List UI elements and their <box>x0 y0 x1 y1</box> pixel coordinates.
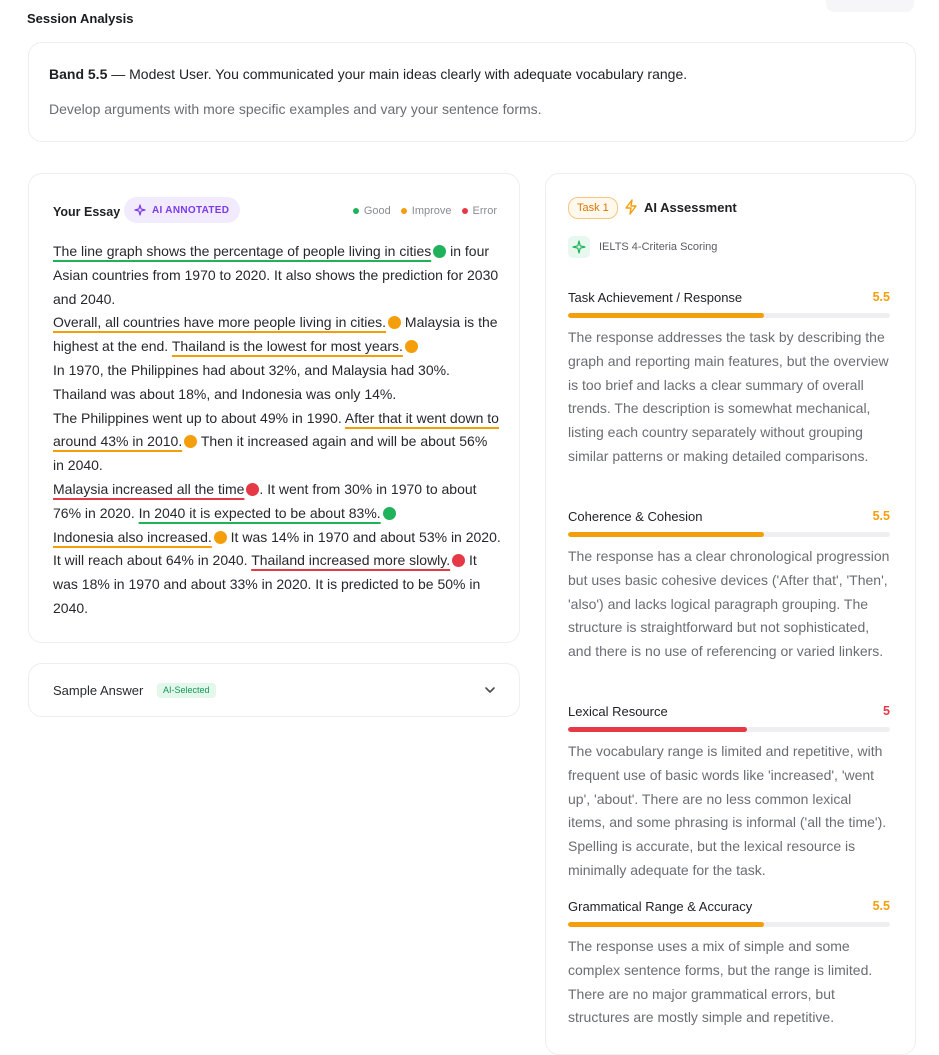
assessment-title: AI Assessment <box>644 200 737 215</box>
error-annotation[interactable]: Malaysia increased all the time <box>53 480 245 497</box>
criterion-progress-fill <box>568 532 764 537</box>
criterion-score: 5.5 <box>872 290 890 304</box>
scoring-label: IELTS 4-Criteria Scoring <box>599 241 718 253</box>
essay-text <box>53 240 501 621</box>
improve-marker-icon[interactable] <box>388 316 401 329</box>
criterion-progress-bar <box>568 727 890 732</box>
band-summary-card <box>28 42 916 142</box>
criterion-coherence-cohesion <box>568 509 890 664</box>
sample-answer-accordion[interactable] <box>28 663 520 717</box>
chevron-down-icon[interactable] <box>483 683 497 697</box>
error-dot-icon <box>462 208 468 214</box>
error-annotation[interactable]: Thailand increased more slowly. <box>251 552 451 569</box>
criterion-progress-fill <box>568 727 747 732</box>
criterion-name: Grammatical Range & Accuracy <box>568 899 753 914</box>
scoring-sparkle-icon <box>568 236 590 258</box>
annotation-legend <box>353 205 497 217</box>
legend-error <box>462 205 497 217</box>
band-description: — Modest User. You communicated your main ideas clearly with adequate vocabulary range. <box>107 66 688 82</box>
essay-title: Your Essay <box>53 205 121 219</box>
criterion-score: 5.5 <box>872 509 890 523</box>
legend-good <box>353 205 391 217</box>
essay-segment: in four Asian countries from 1970 to 2020. It also shows the prediction for 2030 and 2040. <box>53 243 499 307</box>
improve-annotation[interactable]: Thailand is the lowest for most years. <box>171 338 403 355</box>
legend-improve-label: Improve <box>411 205 452 217</box>
legend-good-label: Good <box>363 205 391 217</box>
improve-dot-icon <box>401 208 407 214</box>
improve-marker-icon[interactable] <box>184 435 197 448</box>
criterion-name: Task Achievement / Response <box>568 290 743 305</box>
page-title: Session Analysis <box>27 11 134 26</box>
essay-segment: It was 14% in 1970 and about 53% in 2020. It will reach about 64% in 2040. <box>53 528 501 569</box>
criterion-progress-bar <box>568 313 890 318</box>
good-marker-icon[interactable] <box>433 245 446 258</box>
improve-annotation[interactable]: After that it went down to around 43% in 2010. <box>53 409 499 450</box>
lightning-icon <box>624 199 638 215</box>
criterion-progress-bar <box>568 922 890 927</box>
legend-error-label: Error <box>472 205 497 217</box>
essay-card <box>28 173 520 643</box>
criterion-feedback: The response uses a mix of simple and some complex sentence forms, but the range is limited. There are no major grammatical errors, but structures are mostly simple and repetitive. <box>568 938 873 1026</box>
criterion-feedback: The vocabulary range is limited and repetitive, with frequent use of basic words like 'increased', 'went up', 'about'. There are no less common lexical items, and some phrasing is informal ('all the time'). Spelling is accurate, but the lexical resource is minimally adequate for the task. <box>568 743 887 878</box>
essay-segment: In 1970, the Philippines had about 32%, and Malaysia had 30%. Thailand was about 18%, and Indonesia was only 14%. <box>53 361 450 402</box>
improve-annotation[interactable]: Indonesia also increased. <box>53 528 212 545</box>
sample-answer-label: Sample Answer <box>53 683 144 698</box>
essay-segment: It was 18% in 1970 and about 33% in 2020. It is predicted to be 50% in 2040. <box>53 552 481 616</box>
improve-marker-icon[interactable] <box>405 340 418 353</box>
band-advice: Develop arguments with more specific examples and vary your sentence forms. <box>49 101 542 117</box>
criterion-feedback: The response has a clear chronological progression but uses basic cohesive devices ('After that', 'Then', 'also') and lacks logical paragraph grouping. The structure is straightforward but not sophisticated, and there is no use of referencing or varied linkers. <box>568 548 890 660</box>
criterion-task-achievement <box>568 290 890 469</box>
criterion-score: 5 <box>883 704 890 718</box>
essay-segment: Malaysia is the highest at the end. <box>53 314 498 355</box>
error-marker-icon[interactable] <box>246 483 259 496</box>
ai-annotated-badge <box>124 197 240 223</box>
criterion-grammatical-range <box>568 899 890 1030</box>
top-action-pill <box>826 0 914 12</box>
ai-selected-badge: AI-Selected <box>157 683 216 698</box>
task-badge: Task 1 <box>568 197 618 219</box>
essay-segment: Then it increased again and will be about 56% in 2040. <box>53 433 488 474</box>
criterion-progress-fill <box>568 922 764 927</box>
sparkle-icon <box>134 204 146 216</box>
ai-annotated-label: AI ANNOTATED <box>152 204 230 216</box>
error-marker-icon[interactable] <box>452 554 465 567</box>
essay-segment: The Philippines went up to about 49% in 1990. <box>53 409 345 426</box>
ai-assessment-card <box>545 173 916 1055</box>
criterion-name: Coherence & Cohesion <box>568 509 703 524</box>
essay-header <box>53 197 497 225</box>
criterion-progress-fill <box>568 313 764 318</box>
criterion-name: Lexical Resource <box>568 704 668 719</box>
good-dot-icon <box>353 208 359 214</box>
band-score: Band 5.5 <box>49 66 108 82</box>
good-annotation[interactable]: In 2040 it is expected to be about 83%. <box>138 504 381 521</box>
good-annotation[interactable]: The line graph shows the percentage of people living in cities <box>53 243 432 259</box>
essay-segment: . It went from 30% in 1970 to about 76% in 2020. <box>53 480 477 521</box>
criterion-feedback: The response addresses the task by describing the graph and reporting main features, but the overview is too brief and lacks a clear summary of overall trends. The description is somewhat mechanical, listing each country separately without grouping similar patterns or making detailed comparisons. <box>568 329 889 464</box>
criterion-score: 5.5 <box>872 899 890 913</box>
criterion-progress-bar <box>568 532 890 537</box>
improve-marker-icon[interactable] <box>214 531 227 544</box>
band-headline <box>49 66 687 82</box>
criterion-lexical-resource <box>568 704 890 883</box>
improve-annotation[interactable]: Overall, all countries have more people living in cities. <box>53 314 387 331</box>
good-marker-icon[interactable] <box>383 507 396 520</box>
legend-improve <box>401 205 452 217</box>
